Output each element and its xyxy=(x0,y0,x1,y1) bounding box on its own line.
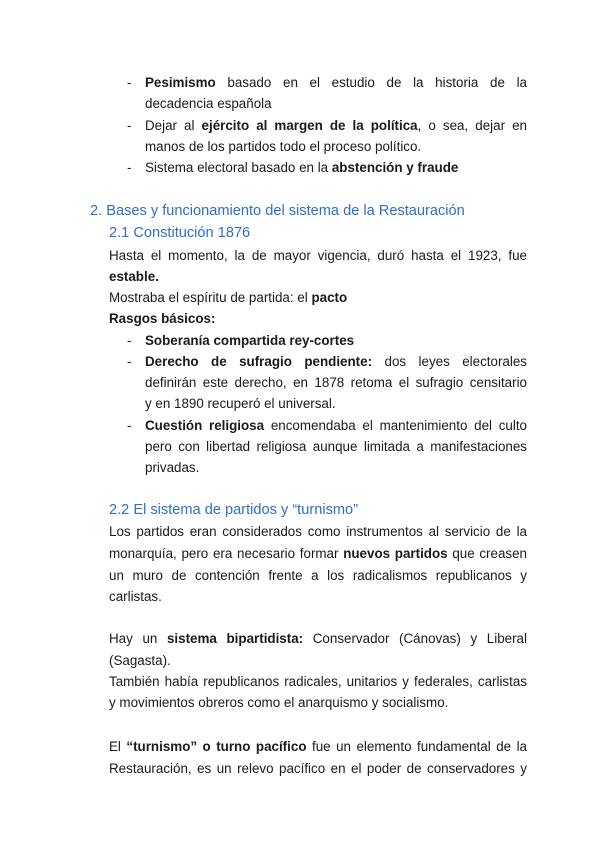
list-item-line xyxy=(145,394,336,414)
list-dash: - xyxy=(127,354,132,369)
text-run: que creasen xyxy=(447,546,528,561)
text-run: Sistema electoral basado en la xyxy=(145,160,332,175)
text-run: Hasta el momento, la de mayor vigencia, duró hasta el 1923, fue xyxy=(109,248,527,263)
list-item-line xyxy=(145,352,527,372)
bold-text: abstención y fraude xyxy=(331,160,459,175)
text-run: encomendaba el mantenimiento del culto xyxy=(264,418,528,433)
list-item-line xyxy=(145,116,527,136)
text-run: pero con libertad religiosa aunque limitada a manifestaciones xyxy=(145,439,527,454)
text-run: Restauración, es un relevo pacífico en el poder de conservadores y xyxy=(109,761,527,776)
list-dash: - xyxy=(127,160,132,175)
subsection-heading-constitution: 2.1 Constitución 1876 xyxy=(109,225,251,241)
paragraph-line xyxy=(109,309,215,329)
text-run: y en 1890 recuperó el universal. xyxy=(145,396,336,411)
text-run: basado en el estudio de la historia de la xyxy=(215,75,527,90)
bold-text: sistema bipartidista: xyxy=(166,631,304,646)
paragraph-line xyxy=(109,651,171,671)
bold-text: “turnismo” o turno pacífico xyxy=(126,739,307,754)
list-item-line xyxy=(145,373,527,393)
paragraph-line xyxy=(109,737,527,757)
text-run: manos de los partidos todo el proceso político. xyxy=(145,139,422,154)
list-item-line xyxy=(145,331,354,351)
paragraph-line xyxy=(109,246,527,266)
bold-text: Cuestión religiosa xyxy=(145,418,265,433)
text-run: decadencia española xyxy=(145,96,272,111)
text-run: carlistas. xyxy=(109,589,162,604)
paragraph-line xyxy=(109,267,159,287)
text-run: Mostraba el espíritu de partida: el xyxy=(109,290,312,305)
paragraph-line xyxy=(109,672,527,692)
list-dash: - xyxy=(127,333,132,348)
bold-text: pacto xyxy=(311,290,348,305)
list-item-line xyxy=(145,437,527,457)
text-run: Los partidos eran considerados como instrumentos al servicio de la xyxy=(109,524,527,539)
list-dash: - xyxy=(127,118,132,133)
list-item-line xyxy=(145,137,421,157)
text-run: y movimientos obreros como el anarquismo y socialismo. xyxy=(109,695,449,710)
bold-text: Rasgos básicos: xyxy=(109,311,216,326)
bold-text: estable. xyxy=(109,269,159,284)
text-run: monarquía, pero era necesario formar xyxy=(109,546,344,561)
list-item-line xyxy=(145,94,272,114)
text-run: El xyxy=(109,739,127,754)
paragraph-line xyxy=(109,693,448,713)
list-item-line xyxy=(145,416,527,436)
list-item-line xyxy=(145,73,527,93)
text-run: privadas. xyxy=(145,460,200,475)
text-run: (Sagasta). xyxy=(109,653,171,668)
text-run: Hay un xyxy=(109,631,167,646)
paragraph-line xyxy=(109,587,162,607)
text-run: Dejar al xyxy=(145,118,202,133)
text-run: definirán este derecho, en 1878 retoma el sufragio censitario xyxy=(145,375,527,390)
section-heading: 2. Bases y funcionamiento del sistema de la Restauración xyxy=(90,203,465,219)
list-dash: - xyxy=(127,75,132,90)
paragraph-line xyxy=(109,544,527,564)
text-run: dos leyes electorales xyxy=(372,354,527,369)
paragraph-line xyxy=(109,522,527,542)
bold-text: nuevos partidos xyxy=(343,546,448,561)
paragraph-line xyxy=(109,629,527,649)
bold-text: Soberanía compartida rey-cortes xyxy=(145,333,355,348)
paragraph-line xyxy=(109,566,527,586)
text-run: Conservador (Cánovas) y Liberal xyxy=(303,631,527,646)
list-item-line xyxy=(145,458,199,478)
text-run: un muro de contención frente a los radicalismos republicanos y xyxy=(109,568,527,583)
list-dash: - xyxy=(127,418,132,433)
bold-text: Pesimismo xyxy=(145,75,216,90)
text-run: , o sea, dejar en xyxy=(417,118,527,133)
list-item-line xyxy=(145,158,458,178)
text-run: fue un elemento fundamental de la xyxy=(306,739,527,754)
bold-text: Derecho de sufragio pendiente: xyxy=(145,354,373,369)
paragraph-line xyxy=(109,759,527,779)
paragraph-line xyxy=(109,288,347,308)
subsection-heading-turnismo: 2.2 El sistema de partidos y “turnismo” xyxy=(109,502,358,518)
text-run: También había republicanos radicales, unitarios y federales, carlistas xyxy=(109,674,527,689)
bold-text: ejército al margen de la política xyxy=(201,118,418,133)
